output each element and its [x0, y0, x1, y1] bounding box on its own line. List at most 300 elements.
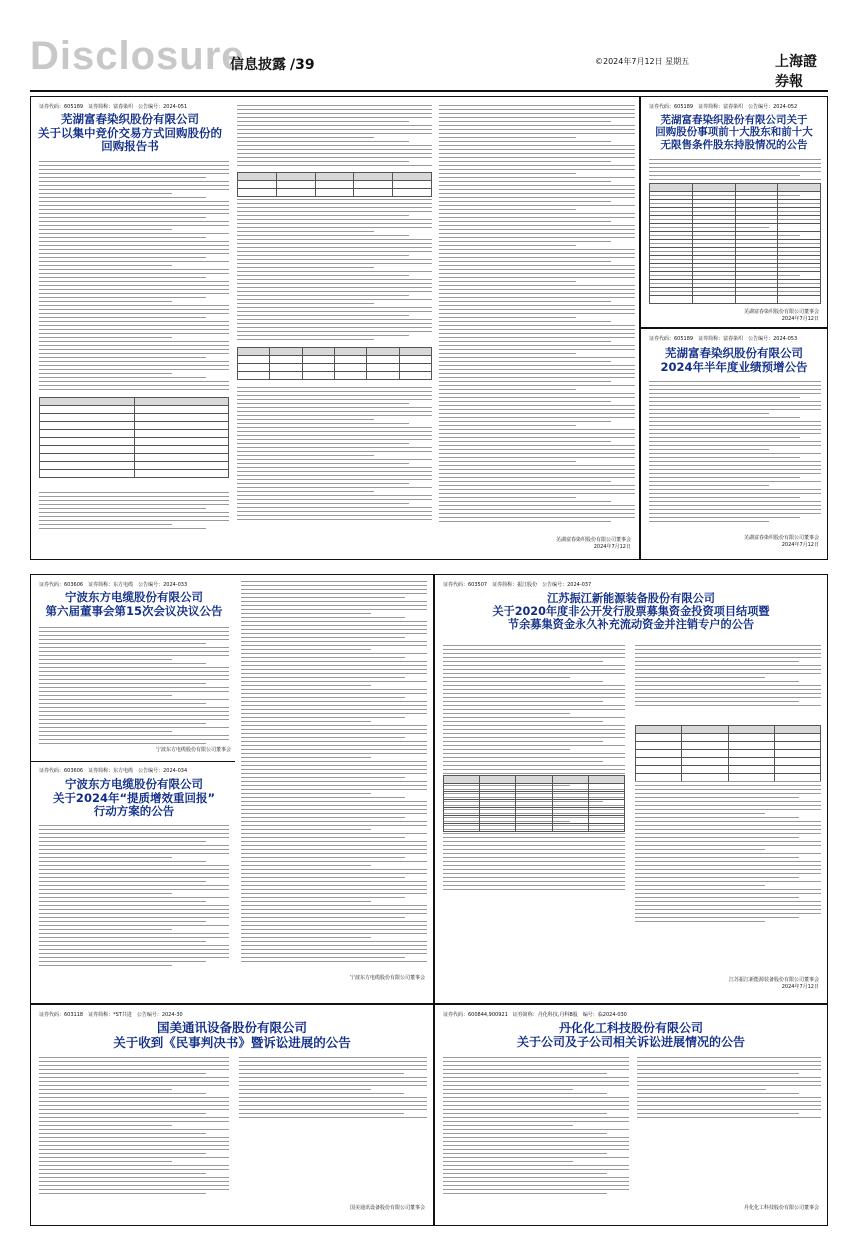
text-line	[39, 321, 229, 322]
text-line	[241, 733, 427, 734]
text-line	[241, 705, 427, 706]
text-line	[39, 357, 206, 358]
text-line	[239, 1117, 427, 1118]
text-line	[237, 467, 432, 468]
text-line	[649, 429, 821, 430]
text-line	[237, 121, 409, 122]
announcement-title: 江苏振江新能源装备股份有限公司 关于2020年度非公开发行股票募集资金投资项目结项暨 节余募集资金永久补充流动资金并注销专户的公告	[492, 592, 770, 632]
text-line	[241, 869, 427, 870]
text-line	[39, 1133, 206, 1134]
text-line	[237, 403, 409, 404]
text-line	[635, 657, 821, 658]
announcement-fuchun-holders	[640, 96, 828, 328]
text-line	[237, 335, 409, 336]
text-line	[443, 1137, 629, 1138]
text-line	[241, 729, 427, 730]
text-line	[39, 1101, 229, 1102]
text-line	[241, 689, 427, 690]
text-line	[439, 121, 611, 122]
text-line	[649, 497, 800, 498]
text-line	[443, 725, 625, 726]
text-line	[439, 145, 635, 146]
text-line	[39, 261, 229, 262]
text-line	[439, 305, 635, 306]
text-line	[635, 789, 821, 790]
body-text-column-2	[239, 1057, 427, 1121]
text-line	[241, 929, 427, 930]
text-line	[39, 719, 229, 720]
text-line	[649, 517, 800, 518]
text-line	[237, 259, 432, 260]
text-line	[241, 849, 427, 850]
text-line	[443, 1105, 629, 1106]
text-line	[39, 496, 229, 497]
text-line	[635, 693, 821, 694]
text-line	[241, 661, 427, 662]
text-line	[649, 163, 821, 164]
announcement-zhenjiang	[434, 574, 828, 1004]
announcement-fuchun-forecast	[640, 328, 828, 560]
text-line	[443, 1057, 629, 1058]
text-line	[239, 1081, 427, 1082]
text-line	[237, 455, 374, 456]
text-line	[439, 141, 611, 142]
text-line	[443, 1097, 629, 1098]
text-line	[39, 825, 229, 826]
text-line	[443, 677, 570, 678]
text-line	[241, 801, 427, 802]
text-line	[39, 921, 206, 922]
text-line	[649, 457, 800, 458]
text-line	[635, 885, 765, 886]
text-line	[439, 297, 635, 298]
body-text-action-2	[241, 581, 427, 965]
text-line	[635, 877, 799, 878]
text-line	[237, 435, 432, 436]
text-line	[237, 235, 409, 236]
text-line	[39, 953, 229, 954]
text-line	[39, 651, 229, 652]
text-line	[439, 345, 635, 346]
text-line	[39, 1181, 229, 1182]
text-line	[241, 953, 427, 954]
text-line	[443, 705, 625, 706]
text-line	[443, 869, 570, 870]
text-line	[439, 353, 576, 354]
text-line	[39, 353, 229, 354]
text-line	[237, 451, 432, 452]
text-line	[39, 349, 229, 350]
text-line	[439, 265, 635, 266]
text-line	[443, 1141, 629, 1142]
text-line	[635, 917, 799, 918]
section-label: 信息披露	[230, 57, 286, 73]
text-line	[439, 221, 611, 222]
text-line	[39, 269, 229, 270]
text-line	[649, 441, 821, 442]
text-line	[443, 1161, 573, 1162]
text-line	[241, 925, 427, 926]
text-line	[439, 461, 576, 462]
text-line	[439, 237, 635, 238]
text-line	[443, 657, 625, 658]
text-line	[635, 893, 821, 894]
text-line	[39, 177, 206, 178]
text-line	[241, 797, 405, 798]
text-line	[39, 193, 172, 194]
text-line	[649, 461, 821, 462]
text-line	[443, 673, 625, 674]
text-line	[443, 665, 625, 666]
text-line	[39, 1117, 229, 1118]
text-line	[241, 749, 427, 750]
text-line	[443, 1177, 629, 1178]
text-line	[443, 837, 625, 838]
text-line	[39, 845, 229, 846]
text-line	[649, 381, 821, 382]
text-line	[443, 1129, 629, 1130]
account-table	[635, 725, 821, 782]
text-line	[39, 1093, 206, 1094]
announcement-meta: 证券代码：603606 证券简称：东方电缆 公告编号：2024-034	[39, 768, 188, 774]
text-line	[439, 253, 635, 254]
text-line	[39, 161, 229, 162]
text-line	[635, 817, 799, 818]
text-line	[39, 1085, 229, 1086]
text-line	[637, 1101, 821, 1102]
text-line	[439, 405, 635, 406]
text-line	[635, 785, 821, 786]
text-line	[635, 857, 799, 858]
body-text-column-2	[637, 1057, 821, 1121]
text-line	[39, 667, 229, 668]
announcement-signature: 芜湖富春染织股份有限公司董事会 2024年7月12日	[555, 537, 631, 550]
announcement-meta: 证券代码：603118 证券简称：*ST共进 公告编号：2024-30	[39, 1012, 183, 1018]
text-line	[39, 889, 229, 890]
text-line	[635, 897, 799, 898]
text-line	[241, 697, 405, 698]
text-line	[39, 857, 172, 858]
text-line	[39, 1173, 206, 1174]
text-line	[443, 1113, 607, 1114]
text-line	[39, 173, 229, 174]
text-line	[241, 933, 427, 934]
text-line	[239, 1105, 427, 1106]
text-line	[39, 389, 229, 390]
text-line	[439, 397, 635, 398]
text-line	[443, 1193, 607, 1194]
text-line	[241, 853, 427, 854]
text-line	[39, 1169, 229, 1170]
text-line	[443, 1065, 629, 1066]
text-line	[237, 499, 432, 500]
text-line	[439, 197, 635, 198]
text-line	[237, 133, 432, 134]
text-line	[439, 473, 635, 474]
text-line	[39, 277, 206, 278]
text-line	[239, 1073, 404, 1074]
announcement-meta: 证券代码：603606 证券简称：东方电缆 公告编号：2024-033	[39, 582, 188, 588]
text-line	[635, 689, 821, 690]
text-line	[237, 319, 432, 320]
text-line	[241, 813, 427, 814]
text-line	[237, 511, 432, 512]
text-line	[439, 225, 635, 226]
text-line	[649, 473, 821, 474]
text-line	[635, 849, 765, 850]
text-line	[439, 233, 635, 234]
text-line	[39, 1185, 229, 1186]
text-line	[241, 621, 427, 622]
text-line	[443, 753, 625, 754]
text-line	[241, 909, 427, 910]
text-line	[439, 213, 635, 214]
announcement-signature: 国美通讯设备股份有限公司董事会	[349, 1205, 425, 1211]
text-line	[237, 307, 432, 308]
text-line	[39, 1137, 229, 1138]
text-line	[635, 869, 821, 870]
text-line	[241, 761, 427, 762]
text-line	[39, 635, 229, 636]
text-line	[39, 1125, 172, 1126]
text-line	[439, 409, 635, 410]
text-line	[439, 245, 576, 246]
text-line	[439, 393, 635, 394]
text-line	[637, 1113, 799, 1114]
text-line	[237, 395, 432, 396]
text-line	[39, 853, 229, 854]
text-line	[439, 217, 635, 218]
text-line	[443, 1117, 629, 1118]
text-line	[439, 441, 611, 442]
text-line	[241, 625, 427, 626]
text-line	[649, 179, 821, 180]
text-line	[39, 512, 229, 513]
text-line	[439, 333, 635, 334]
text-line	[237, 327, 432, 328]
text-line	[39, 225, 229, 226]
text-line	[443, 1157, 629, 1158]
text-line	[39, 861, 206, 862]
body-text	[649, 381, 821, 525]
text-line	[637, 1089, 766, 1090]
text-line	[443, 1081, 629, 1082]
text-line	[439, 113, 635, 114]
text-line	[39, 1057, 229, 1058]
text-line	[237, 431, 432, 432]
text-line	[237, 199, 432, 200]
text-line	[237, 419, 374, 420]
announcement-meta: 证券代码：600844,900921 证券简称：丹化科技,丹科B股 编号：临2024-030	[443, 1012, 627, 1018]
text-line	[241, 877, 405, 878]
text-line	[39, 917, 229, 918]
text-line	[635, 685, 821, 686]
text-line	[237, 215, 409, 216]
text-line	[649, 425, 821, 426]
text-line	[39, 945, 229, 946]
text-line	[241, 769, 427, 770]
text-line	[39, 707, 229, 708]
text-line	[39, 1061, 229, 1062]
text-line	[39, 241, 229, 242]
text-line	[39, 289, 229, 290]
text-line	[39, 373, 172, 374]
text-line	[439, 133, 635, 134]
text-line	[649, 453, 821, 454]
text-line	[39, 893, 172, 894]
text-line	[635, 653, 821, 654]
text-line	[439, 229, 635, 230]
text-line	[649, 481, 821, 482]
text-line	[39, 185, 229, 186]
text-line	[39, 209, 229, 210]
text-line	[39, 671, 229, 672]
text-line	[443, 733, 625, 734]
text-line	[649, 493, 821, 494]
text-line	[635, 669, 821, 670]
text-line	[39, 257, 206, 258]
body-text-column-2	[237, 105, 432, 169]
text-line	[39, 679, 229, 680]
text-line	[237, 483, 409, 484]
text-line	[39, 739, 229, 740]
text-line	[439, 465, 635, 466]
text-line	[237, 283, 432, 284]
announcement-signature: 丹化化工科技股份有限公司董事会	[743, 1205, 819, 1211]
text-line	[439, 341, 611, 342]
body-text-column-2b	[237, 199, 432, 343]
announcement-signature: 宁波东方电缆股份有限公司董事会	[155, 747, 231, 753]
text-line	[439, 277, 635, 278]
text-line	[439, 125, 635, 126]
text-line	[637, 1073, 799, 1074]
text-line	[649, 393, 821, 394]
text-line	[39, 877, 229, 878]
text-line	[241, 589, 427, 590]
text-line	[635, 861, 821, 862]
text-line	[649, 417, 800, 418]
text-line	[241, 581, 427, 582]
text-line	[649, 485, 769, 486]
text-line	[237, 287, 432, 288]
text-line	[39, 1193, 206, 1194]
text-line	[39, 1149, 229, 1150]
text-line	[237, 339, 374, 340]
text-line	[439, 381, 611, 382]
text-line	[635, 681, 799, 682]
text-line	[241, 881, 427, 882]
text-line	[241, 597, 405, 598]
text-line	[649, 167, 821, 168]
text-line	[237, 165, 432, 166]
text-line	[635, 793, 821, 794]
text-line	[39, 293, 229, 294]
text-line	[239, 1101, 427, 1102]
text-line	[39, 249, 229, 250]
text-line	[237, 255, 409, 256]
text-line	[439, 429, 635, 430]
text-line	[237, 251, 432, 252]
text-line	[439, 497, 576, 498]
text-line	[439, 161, 611, 162]
text-line	[237, 109, 432, 110]
text-line	[237, 239, 432, 240]
text-line	[39, 1089, 172, 1090]
text-line	[241, 677, 405, 678]
announcement-guomei	[30, 1004, 434, 1226]
text-line	[39, 317, 206, 318]
text-line	[439, 373, 635, 374]
text-line	[39, 205, 229, 206]
text-line	[39, 337, 172, 338]
text-line	[439, 157, 635, 158]
text-line	[443, 889, 625, 890]
text-line	[637, 1105, 821, 1106]
text-line	[635, 701, 799, 702]
text-line	[443, 1089, 573, 1090]
text-line	[239, 1061, 427, 1062]
text-line	[635, 809, 821, 810]
text-line	[443, 1121, 629, 1122]
text-line	[443, 1069, 629, 1070]
text-line	[237, 231, 374, 232]
text-line	[637, 1057, 821, 1058]
text-line	[39, 731, 172, 732]
announcement-meta: 证券代码：605189 证券简称：富春染织 公告编号：2024-051	[39, 104, 188, 110]
text-line	[237, 447, 432, 448]
text-line	[241, 961, 427, 962]
text-line	[439, 437, 635, 438]
text-line	[443, 1077, 629, 1078]
text-line	[439, 209, 576, 210]
text-line	[241, 605, 427, 606]
text-line	[439, 289, 635, 290]
text-line	[635, 649, 821, 650]
text-line	[237, 117, 432, 118]
text-line	[443, 713, 570, 714]
text-line	[439, 329, 635, 330]
text-line	[635, 805, 821, 806]
text-line	[439, 205, 635, 206]
text-line	[239, 1097, 427, 1098]
text-line	[649, 389, 821, 390]
text-line	[39, 909, 229, 910]
text-line	[649, 409, 821, 410]
text-line	[241, 593, 427, 594]
text-line	[39, 949, 229, 950]
text-line	[39, 1065, 229, 1066]
text-line	[635, 829, 821, 830]
text-line	[439, 389, 576, 390]
text-line	[439, 433, 635, 434]
text-line	[39, 516, 229, 517]
announcement-signature: 宁波东方电缆股份有限公司董事会	[349, 975, 425, 981]
text-line	[241, 885, 427, 886]
text-line	[39, 743, 206, 744]
text-line	[241, 665, 427, 666]
text-line	[443, 761, 603, 762]
text-line	[39, 1113, 206, 1114]
text-line	[439, 273, 635, 274]
text-line	[39, 169, 229, 170]
text-line	[439, 153, 635, 154]
text-line	[241, 693, 427, 694]
text-line	[443, 853, 603, 854]
text-line	[637, 1097, 821, 1098]
text-line	[649, 401, 821, 402]
text-line	[39, 245, 229, 246]
text-line	[649, 171, 821, 172]
